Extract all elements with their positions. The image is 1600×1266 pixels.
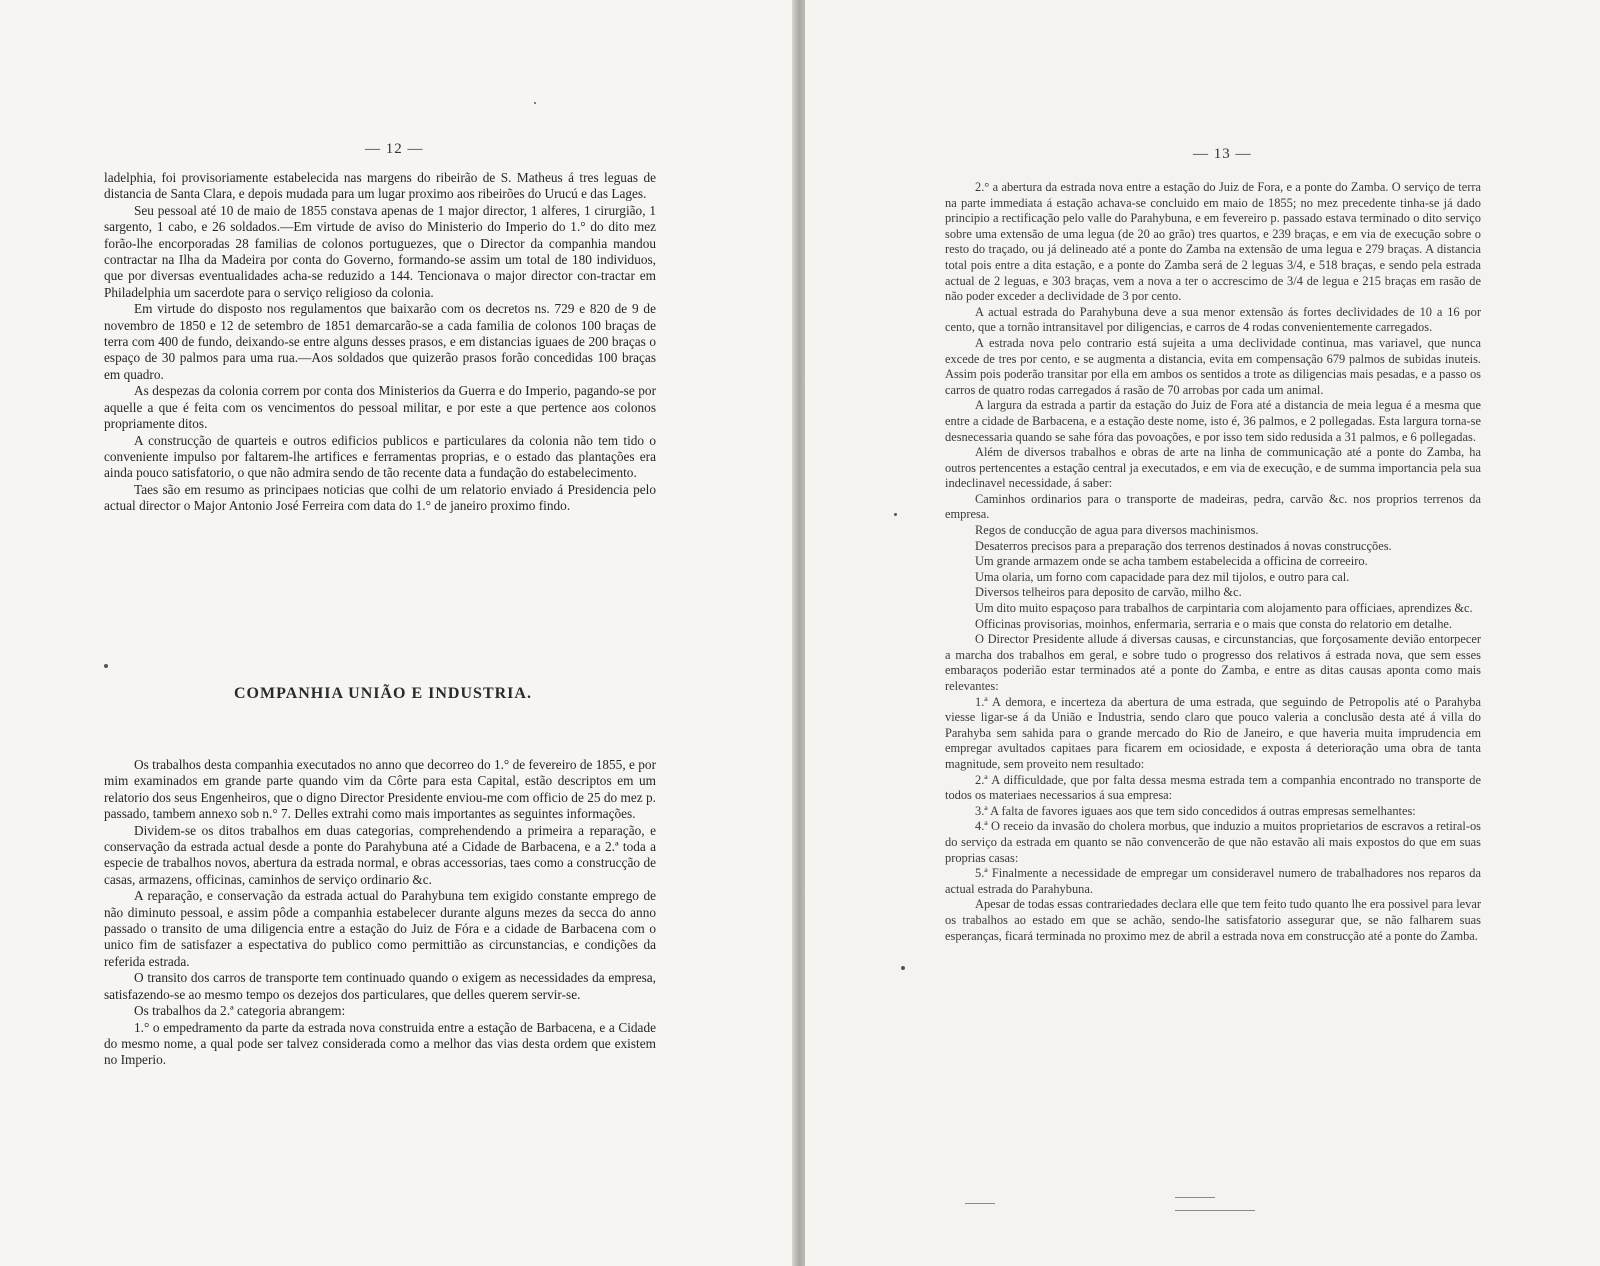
right-paragraph-16: 2.ª A difficuldade, que por falta dessa mesma estrada tem a companhia encontrado no transporte de todos os materiaes necessarios á sua empresa: (945, 772, 1481, 803)
left-paragraph-10: O transito dos carros de transporte tem continuado quando o exigem as necessidades da empresa, satisfazendo-se ao mesmo tempo os dezejos dos particulares, que delles querem servir-se. (104, 970, 656, 1002)
right-paragraph-13: Officinas provisorias, moinhos, enfermaria, serraria e o mais que consta do relatorio em detalhe. (975, 616, 1452, 631)
left-paragraph-7: Os trabalhos desta companhia executados no anno que decorreo do 1.° de fevereiro de 1855, e por mim examinados em grande parte quando vim da Côrte para esta Capital, estão descriptos em um relatorio dos seus Engenheiros, que o digno Director Presidente enviou-me com officio de 25 do mez p. passado, tambem annexo sob n.° 7. Delles extrahi como mais importantes as seguintes informações. (104, 757, 656, 822)
right-paragraph-17: 3.ª A falta de favores iguaes aos que tem sido concedidos á outras empresas semelhantes: (975, 803, 1416, 818)
right-paragraph-12: Um dito muito espaçoso para trabalhos de carpintaria com alojamento para officiaes, aprendizes &c. (975, 601, 1473, 616)
right-paragraph-18: 4.ª O receio da invasão do cholera morbus, que induzio a muitos proprietarios de escravos a retiral-os do serviço da estrada em quanto se não convencerão de que não estavão ali mais expostos do que em suas proprias casas: (945, 819, 1481, 865)
right-paragraph-7: Regos de conducção de agua para diversos machinismos. (975, 523, 1259, 538)
right-paragraph-19: 5.ª Finalmente a necessidade de empregar um consideravel numero de trabalhadores nos reparos da actual estrada do Parahybuna. (945, 866, 1481, 896)
left-paragraph-4: As despezas da colonia correm por conta dos Ministerios da Guerra e do Imperio, pagando-se por aquelle a que é feita com os vencimentos do pessoal militar, e por este a que pertence aos colonos propriamente ditos. (104, 383, 656, 432)
right-paragraph-6: Caminhos ordinarios para o transporte de madeiras, pedra, carvão &c. nos proprios terrenos da empresa. (945, 491, 1481, 522)
right-paragraph-20: Apesar de todas essas contrariedades declara elle que tem feito tudo quanto lhe era possivel para levar os trabalhos ao estado em que se achão, sendo-lhe satisfatorio assegurar que, se não falharem suas esperanças, ficará terminada no proximo mez de abril a estrada nova em construcção até a ponte do Zamba. (945, 897, 1481, 943)
left-paragraph-3: Em virtude do disposto nos regulamentos que baixarão com os decretos ns. 729 e 820 de 9 de novembro de 1850 e 12 de setembro de 1851 demarcarão-se a cada familia de colonos 100 braças de terra com 400 de fundo, deixando-se entre alguns desses prasos, e em distancias iguaes de 200 braças o espaço de 30 palmos para uma rua.—Aos soldados que quizerão prasos forão concedidas 100 braças em quadro. (104, 301, 656, 382)
left-paragraph-6: Taes são em resumo as principaes noticias que colhi de um relatorio enviado á Presidencia pelo actual director o Major Antonio José Ferreira com data do 1.° de janeiro proximo findo. (104, 481, 656, 514)
left-paragraph-8: Dividem-se os ditos trabalhos em duas categorias, comprehendendo a primeira a reparação, e conservação da estrada actual desde a ponte do Parahybuna até a Cidade de Barbacena, e a 2.ª toda a especie de trabalhos novos, abertura da estrada normal, e obras accessorias, taes como a construcção de casas, armazens, officinas, caminhos de serviço ordinario &c. (104, 822, 656, 887)
right-paragraph-2: A actual estrada do Parahybuna deve a sua menor extensão ás fortes declividades de 10 a 16 por cento, que a tornão intransitavel por diligencias, e carros de 4 rodas convenientemente carregados. (945, 304, 1481, 335)
left-paragraph-11: Os trabalhos da 2.ª categoria abrangem: (134, 1003, 346, 1019)
left-paragraph-5: A construcção de quarteis e outros edificios publicos e particulares da colonia não tem tido o conveniente impulso por faltarem-lhe artifices e ferramentas proprias, e o estado das plantações era ainda pouco satisfatorio, o que não admira sendo de tão recente data a fundação do estabelecimento. (104, 432, 656, 481)
bottom-edge-mark (965, 1203, 995, 1204)
right-paragraph-11: Diversos telheiros para deposito de carvão, milho &c. (975, 585, 1242, 600)
left-paragraph-2: Seu pessoal até 10 de maio de 1855 constava apenas de 1 major director, 1 alferes, 1 cirurgião, 1 sargento, 1 cabo, e 26 soldados.—Em virtude de aviso do Ministerio do Imperio do 1.° do dito mez forão-lhe encorporadas 28 familias de colonos portuguezes, que o Director da companhia mandou contractar na Ilha da Madeira por conta do Governo, formando-se assim um total de 180 individuos, que por diversas eventualidades acha-se reduzido a 144. Tencionava o major director con-tractar em Philadelphia um sacerdote para o serviço religioso da colonia. (104, 202, 656, 300)
right-text (945, 180, 1481, 944)
left-paragraph-9: A reparação, e conservação da estrada actual do Parahybuna tem exigido constante emprego de não diminuto pessoal, e assim pôde a companhia estabelecer durante alguns mezes da secca do anno passado o transito de uma diligencia entre a estação do Juiz de Fóra e a cidade de Barbacena com o unico fim de satisfazer a espectativa do publico como permittião as circunstancias, e condições da referida estrada. (104, 888, 656, 969)
left-paragraph-12: 1.° o empedramento da parte da estrada nova construida entre a estação de Barbacena, e a Cidade do mesmo nome, a qual pode ser talvez considerada como a melhor das vias desta ordem que existem no Imperio. (104, 1019, 656, 1068)
bottom-edge-mark (1175, 1197, 1215, 1198)
print-speck (894, 513, 897, 516)
right-paragraph-8: Desaterros precisos para a preparação dos terrenos destinados á novas construcções. (975, 538, 1392, 553)
right-paragraph-5: Além de diversos trabalhos e obras de arte na linha de communicação até a ponte do Zamba, ha outros pertencentes a estação central ja executados, e em via de execução, e de summa importancia pela sua indeclinavel necessidade, á saber: (945, 445, 1481, 491)
right-paragraph-14: O Director Presidente allude á diversas causas, e circunstancias, que forçosamente devião entorpecer a marcha dos trabalhos em geral, e sobre tudo o progresso dos relativos á estrada nova, que sem esses embaraços poderião estar terminados até a ponte do Zamba, e entre as ditas causas aponta como mais relevantes: (945, 632, 1481, 693)
left-top-text (104, 170, 656, 515)
section-heading: COMPANHIA UNIÃO E INDUSTRIA. (234, 685, 532, 702)
left-bottom-text (104, 757, 656, 1069)
print-speck (901, 966, 905, 970)
right-paragraph-10: Uma olaria, um forno com capacidade para dez mil tijolos, e outro para cal. (975, 569, 1350, 584)
right-paragraph-4: A largura da estrada a partir da estação do Juiz de Fora até a distancia de meia legua é a mesma que entre a cidade de Barbacena, e a estação deste nome, isto é, 36 palmos, e 2 pollegadas. Esta largura torna-se desnecessaria quando se sahe fóra das povoações, e por isso tem sido redusida a 31 palmos, e 6 pollegadas. (945, 398, 1481, 444)
right-page-number: — 13 — (1193, 146, 1252, 162)
right-paragraph-9: Um grande armazem onde se acha tambem estabelecida a officina de correeiro. (975, 554, 1368, 569)
left-page-number: — 12 — (365, 141, 424, 157)
print-speck (104, 664, 108, 668)
right-paragraph-1: 2.° a abertura da estrada nova entre a estação do Juiz de Fora, e a ponte do Zamba. O serviço de terra na parte immediata á estação achava-se concluido em maio de 1855; no mez precedente tinha-se já dado principio a rectificação pelo valle do Parahybuna, e em fevereiro p. passado estava terminado o dito serviço sobre uma extensão de uma legua (de 20 ao grão) tres quartos, e 239 braças, e em via de execução sobre o resto do traçado, ou já delineado até a ponte do Zamba na extensão de uma legua e 279 braças. A distancia total pois entre a dita estação, e a ponte do Zamba será de 2 leguas 3/4, e 518 braças, e sendo pela estrada actual de 2 leguas, e 303 braças, vem a nova a ter o accrescimo de 3/4 de legua e 215 braças em rasão de não poder exceder a declividade de 3 por cento. (945, 180, 1481, 304)
right-paragraph-15: 1.ª A demora, e incerteza da abertura de uma estrada, que seguindo de Petropolis até o Parahyba viesse ligar-se á da União e Industria, sendo claro que pouco valeria a conclusão desta até á villa do Parahyba sem sahida para o grande mercado do Rio de Janeiro, e que haveria muita imprudencia em empregar avultados capitaes para ficarem em ociosidade, e exposta á deterioração uma obra de tanta magnitude, sem proveito nem resultado: (945, 694, 1481, 771)
bottom-edge-mark (1175, 1210, 1255, 1211)
left-paragraph-1: ladelphia, foi provisoriamente estabelecida nas margens do ribeirão de S. Matheus á tres leguas de distancia de Santa Clara, e depois mudada para um lugar proximo aos ribeirões do Urucú e das Lages. (104, 170, 656, 202)
right-page (805, 0, 1600, 1266)
right-paragraph-3: A estrada nova pelo contrario está sujeita a uma declividade continua, mas variavel, que nunca excede de tres por cento, e se augmenta a distancia, evita em compensação 679 palmos de subidas inuteis. Assim pois poderão transitar por ella em ambos os sentidos a trote as diligencias mais pesadas, e a passo os carros de quatro rodas carregados á rasão de 70 arrobas por cada um animal. (945, 335, 1481, 397)
print-speck (534, 102, 536, 104)
left-page (0, 0, 795, 1266)
